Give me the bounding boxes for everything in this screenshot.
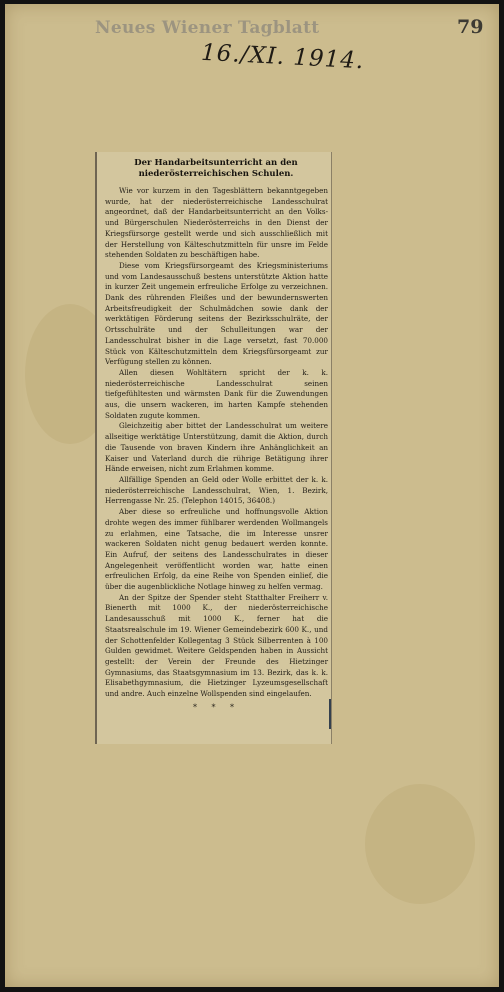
paper-stain xyxy=(365,784,475,904)
end-ornament: * * * xyxy=(192,702,241,712)
article-paragraph: Allfällige Spenden an Geld oder Wolle erbittet der k. k. niederösterreichische Landesschulrat, Wien, 1. Bezirk, Herrengasse Nr. 25. (Telephon 14015, 36408.) xyxy=(105,474,328,506)
handwritten-date: 16./XI. 1914. xyxy=(200,39,365,75)
article-body xyxy=(97,186,331,712)
article-paragraph: Aber diese so erfreuliche und hoffnungsvolle Aktion drohte wegen des immer fühlbarer werdenden Wollmangels zu erlahmen, eine Tatsache, die im Interesse unsrer wackeren Soldaten nicht genug bedauert werden konnte. Ein Aufruf, der seitens des Landesschulrates in dieser Angelegenheit veröffentlicht worden war, hatte einen erfreulichen Erfolg, da eine Reihe von Spenden einlief, die über die augenblickliche Notlage hinweg zu helfen vermag. xyxy=(105,507,328,592)
page-number: 79 xyxy=(457,16,484,38)
article-paragraph: Diese vom Kriegsfürsorgeamt des Kriegsministeriums und vom Landesausschuß bestens unterstützte Aktion hatte in kurzer Zeit ungemein erfreuliche Erfolge zu verzeichnen. Dank des rührenden Fleißes und der bewundernswerten Arbeitsfreudigkeit der Schulmädchen sowie dank der werktätigen Förderung seitens der Bezirksschulräte, der Ortsschulräte und der Schulleitungen war der Landesschulrat bisher in die Lage versetzt, fast 70.000 Stück von Kälteschutzmitteln dem Kriegsfürsorgeamt zur Verfügung stellen zu können. xyxy=(105,260,328,367)
article-paragraph: Wie vor kurzem in den Tagesblättern bekanntgegeben wurde, hat der niederösterreichische Landesschulrat angeordnet, daß der Handarbeitsunterricht an den Volks- und Bürgerschulen Niederösterreichs in den Dienst der Kriegsfürsorge gestellt werde und sich ausschließlich mit der Herstellung von Kälteschutzmitteln für unsre im Felde stehenden Soldaten zu beschäftigen habe. xyxy=(105,186,328,260)
archive-sheet xyxy=(5,4,499,987)
newspaper-clipping xyxy=(95,152,332,744)
article-paragraph: Allen diesen Wohltätern spricht der k. k. niederösterreichische Landesschulrat seinen tiefgefühltesten und wärmsten Dank für die Zuwendungen aus, die unsern wackeren, im harten Kampfe stehenden Soldaten zugute kommen. xyxy=(105,367,328,420)
article-paragraph: An der Spitze der Spender steht Statthalter Freiherr v. Bienerth mit 1000 K., der niederösterreichische Landesausschuß mit 1000 K., ferner hat die Staatsrealschule im 19. Wiener Gemeindebezirk 600 K., und der Schottenfelder Kollegentag 3 Stück Silberrenten à 100 Gulden gewidmet. Weitere Geldspenden haben in Aussicht gestellt: der Verein der Freunde des Hietzinger Gymnasiums, das Staatsgymnasium im 13. Bezirk, das k. k. Elisabethgymnasium, die Hietzinger Lyzeumsgesellschaft und andre. Auch einzelne Wollspenden sind eingelaufen. xyxy=(105,592,328,699)
article-paragraph: Gleichzeitig aber bittet der Landesschulrat um weitere allseitige werktätige Unterstützung, damit die Aktion, durch die Tausende von braven Kindern ihre Anhänglichkeit an Kaiser und Vaterland durch die rührige Betätigung ihrer Hände erweisen, nicht zum Erlahmen komme. xyxy=(105,421,328,474)
article-title: Der Handarbeitsunterricht an den niederösterreichischen Schulen. xyxy=(134,158,298,179)
newspaper-masthead: Neues Wiener Tagblatt xyxy=(95,18,320,38)
ink-margin-mark xyxy=(329,699,331,729)
